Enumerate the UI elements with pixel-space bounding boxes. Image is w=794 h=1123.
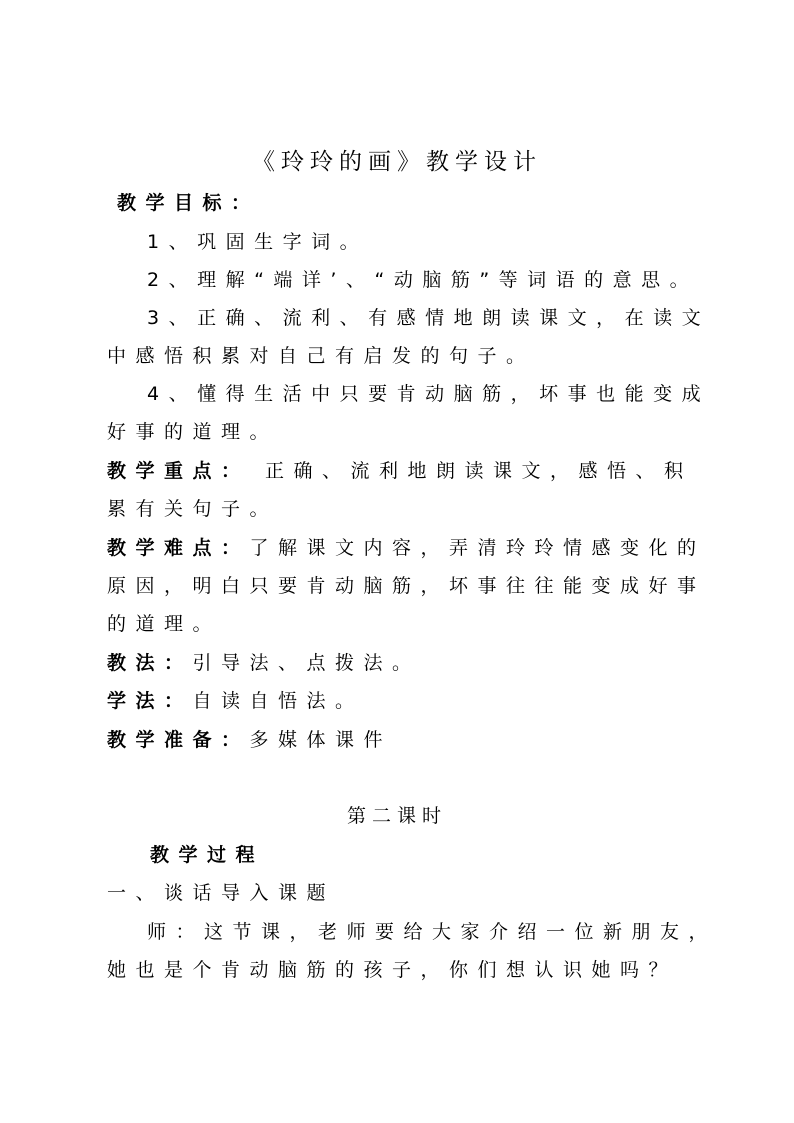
objective-item-2: 2、理解“端详’、“动脑筋”等词语的意思。 [147,269,699,291]
teaching-method-label: 教法： [107,652,193,674]
key-point-line-2: 累有关句子。 [107,498,279,520]
objective-item-3-line-2: 中感悟积累对自己有启发的句子。 [107,345,535,367]
difficulty-text: 了解课文内容，弄清玲玲情感变化的 [249,537,706,559]
difficulty-label: 教学难点： [107,537,250,559]
objective-item-1: 1、巩固生字词。 [147,231,369,253]
difficulty-line-3: 的道理。 [107,613,222,635]
teacher-line-1: 师：这节课，老师要给大家介绍一位新朋友， [147,921,718,943]
lesson-heading: 第二课时 [346,805,447,827]
teaching-method-line [107,651,421,675]
process-heading: 教学过程 [150,844,265,866]
difficulty-line-1 [107,536,706,560]
teacher-line-2: 她也是个肯动脑筋的孩子，你们想认识她吗？ [107,959,678,981]
document-title: 《玲玲的画》教学设计 [252,149,542,175]
objective-item-4-line-1: 4、懂得生活中只要肯动脑筋，坏事也能变成 [147,383,711,405]
key-point-text: 正确、流利地朗读课文，感悟、积 [249,460,693,482]
key-point-label: 教学重点： [107,460,250,482]
preparation-line [107,728,392,752]
preparation-label: 教学准备： [107,729,250,751]
learning-method-value: 自读自悟法。 [192,690,364,712]
objective-item-3-line-1: 3、正确、流利、有感情地朗读课文，在读文 [147,307,711,329]
key-point-line-1 [107,459,693,483]
preparation-value: 多媒体课件 [249,729,393,751]
learning-method-line [107,689,364,713]
difficulty-line-2: 原因，明白只要肯动脑筋，坏事往往能变成好事 [107,575,706,597]
learning-method-label: 学法： [107,690,193,712]
section-1-heading: 一、谈话导入课题 [107,882,336,904]
objective-item-4-line-2: 好事的道理。 [107,421,279,443]
objectives-heading: 教学目标： [117,192,260,214]
teaching-method-value: 引导法、点拨法。 [192,652,421,674]
